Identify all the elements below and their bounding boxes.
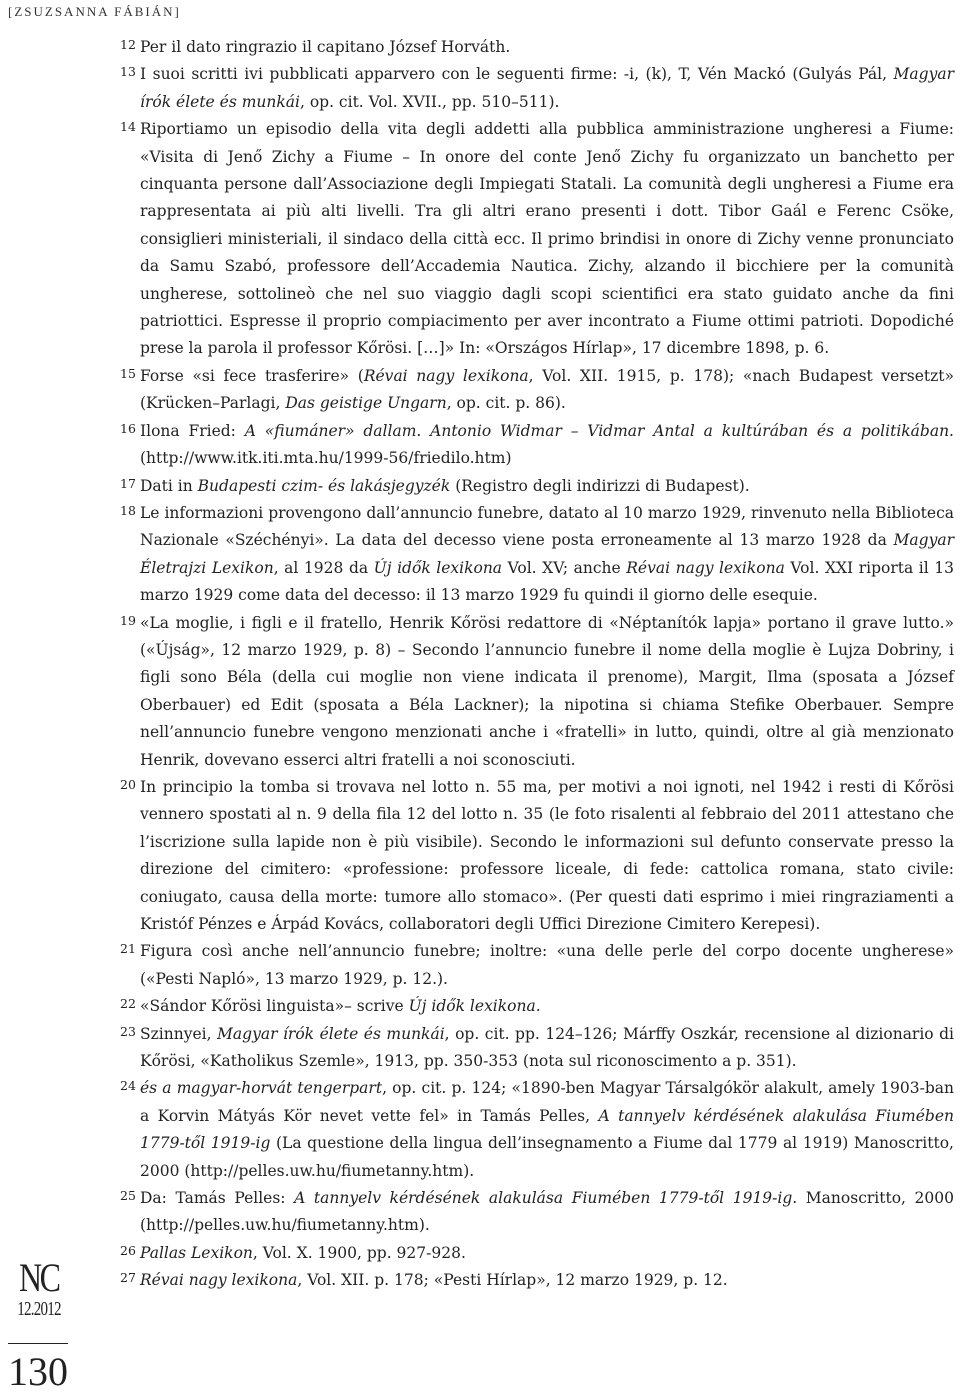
footnote-number: 22 — [120, 996, 136, 1012]
footnote-text: «La moglie, i figli e il fratello, Henrik Kőrösi redattore di «Néptanítók lapja» portano il grave lutto.» («Újság», 12 marzo 1929, p. 8) – Secondo l’annuncio funebre il nome della moglie è Lujza Dobriny, i figli sono Béla (della cui moglie non viene indicata il prenome), Margit, Ilma (sposata a József Oberbauer) ed Edit (sposata a Béla Lackner); la nipotina si chiama Stefike Oberbauer. Sempre nell’annuncio funebre vengono menzionati anche i «fratelli» in lutto, quindi, oltre al già menzionato Henrik, dovevano esserci altri fratelli a noi sconosciuti. — [140, 613, 954, 769]
footnote-text: Riportiamo un episodio della vita degli addetti alla pubblica amministrazione ungheresi a Fiume: «Visita di Jenő Zichy a Fiume – In onore del conte Jenő Zichy fu organizzato un banchetto per cinquanta persone dall’Associazione degli Impiegati Statali. La comunità degli ungheresi a Fiume era rappresentata ai più alti livelli. Tra gli altri erano presenti i dott. Tibor Gaál e Ferenc Csöke, consiglieri ministeriali, il sindaco della città ecc. Il primo brindisi in onore di Zichy venne pronunciato da Samu Szabó, professore dell’Accademia Nautica. Zichy, alzando il bicchiere per la comunità ungherese, sottolineò che nel suo viaggio dagli scopi scientifici era stato guidato anche da fini patriottici. Espresse il proprio compiacimento per aver incontrato a Fiume ottimi patrioti. Dopodiché prese la parola il professor Kőrösi. […]» In: «Országos Hírlap», 17 dicembre 1898, p. 6. — [140, 120, 954, 358]
footnote — [112, 938, 954, 993]
footnote — [112, 1075, 954, 1185]
footnote — [112, 61, 954, 116]
footnote-text: Per il dato ringrazio il capitano József Horváth. — [140, 38, 511, 56]
footnote-number: 13 — [120, 64, 136, 80]
footnote-text: Pallas Lexikon, Vol. X. 1900, pp. 927-928. — [140, 1243, 466, 1262]
footnote — [112, 500, 954, 610]
footnote-text: Szinnyei, Magyar írók élete és munkái, op. cit. pp. 124–126; Márffy Oszkár, recensione al dizionario di Kőrösi, «Katholikus Szemle», 1913, pp. 350-353 (nota sul riconoscimento a p. 351). — [140, 1024, 955, 1071]
footnote — [112, 1185, 954, 1240]
footnote — [112, 363, 954, 418]
footnote-text: «Sándor Kőrösi linguista»– scrive Új idők lexikona. — [140, 997, 541, 1016]
footnote — [112, 1240, 954, 1267]
footnote — [112, 473, 954, 500]
journal-logo — [10, 1255, 68, 1320]
footnote-number: 23 — [120, 1023, 136, 1039]
journal-issue: 12.2012 — [17, 1298, 61, 1320]
footnote — [112, 1267, 954, 1294]
footnote — [112, 34, 954, 61]
footnote-number: 14 — [120, 119, 136, 135]
footnote-number: 21 — [120, 941, 136, 957]
footnote — [112, 116, 954, 363]
footnote-number: 19 — [120, 612, 136, 628]
footnote — [112, 418, 954, 473]
footnote-number: 18 — [120, 502, 136, 518]
footnote-text: I suoi scritti ivi pubblicati apparvero con le seguenti firme: -i, (k), T, Vén Mackó (Gulyás Pál, Magyar írók élete és munkái, op. cit. Vol. XVII., pp. 510–511). — [140, 65, 954, 111]
running-head-author: [ZSUZSANNA FÁBIÁN] — [8, 4, 181, 19]
footnote-number: 17 — [120, 475, 136, 491]
journal-logo-nc: NC — [19, 1255, 59, 1300]
footnote-text: In principio la tomba si trovava nel lotto n. 55 ma, per motivi a noi ignoti, nel 1942 i resti di Kőrösi vennero spostati al n. 9 della fila 12 del lotto n. 35 (le foto risalenti al febbraio del 2011 attestano che l’iscrizione sulla lapide non è più visibile). Secondo le informazioni sul defunto conservate presso la direzione del cimitero: «professione: professore liceale, di fede: cattolica romana, stato civile: coniugato, causa della morte: tumore allo stomaco». (Per questi dati esprimo i miei ringraziamenti a Kristóf Pénzes e Árpád Kovács, collaboratori degli Uffici Direzione Cimitero Kerepesi). — [140, 777, 954, 933]
footnote-number: 20 — [120, 776, 136, 792]
footnote-text: Dati in Budapesti czim- és lakásjegyzék (Registro degli indirizzi di Budapest). — [140, 476, 750, 495]
footnote-text: Le informazioni provengono dall’annuncio funebre, datato al 10 marzo 1929, rinvenuto nella Biblioteca Nazionale «Széchényi». La data del decesso viene posta erroneamente al 13 marzo 1928 da Magyar Életrajzi Lexikon, al 1928 da Új idők lexikona Vol. XV; anche Révai nagy lexikona Vol. XXI riporta il 13 marzo 1929 come data del decesso: il 13 marzo 1929 fu quindi il giorno delle esequie. — [140, 503, 954, 605]
page-number: 130 — [8, 1349, 68, 1394]
footnote-text: Da: Tamás Pelles: A tannyelv kérdésének alakulása Fiumében 1779-től 1919-ig. Manoscritto, 2000 (http://pelles.uw.hu/fiumetanny.htm). — [140, 1189, 954, 1235]
footnote-text: Forse «si fece trasferire» (Révai nagy lexikona, Vol. XII. 1915, p. 178); «nach Budapest versetzt» (Krücken–Parlagi, Das geistige Ungarn, op. cit. p. 86). — [140, 366, 954, 413]
footnote-number: 24 — [120, 1078, 136, 1094]
footnote — [112, 610, 954, 774]
footnote-number: 16 — [120, 420, 136, 436]
footnote-number: 15 — [120, 365, 136, 381]
footnote — [112, 774, 954, 938]
footnote-number: 26 — [120, 1242, 136, 1258]
footnote-text: Figura così anche nell’annuncio funebre; inoltre: «una delle perle del corpo docente ungherese» («Pesti Napló», 13 marzo 1929, p. 12.). — [140, 942, 954, 988]
footnotes-list — [112, 34, 954, 1295]
sidebar-divider — [8, 1343, 68, 1344]
footnote-text: Révai nagy lexikona, Vol. XII. p. 178; «Pesti Hírlap», 12 marzo 1929, p. 12. — [140, 1271, 728, 1290]
footnote-text: és a magyar-horvát tengerpart, op. cit. p. 124; «1890-ben Magyar Társalgókör alakult, amely 1903-ban a Korvin Mátyás Kör nevet vette fel» in Tamás Pelles, A tannyelv kérdésének alakulása Fiumében 1779-től 1919-ig (La questione della lingua dell’insegnamento a Fiume dal 1779 al 1919) Manoscritto, 2000 (http://pelles.uw.hu/fiumetanny.htm). — [140, 1079, 955, 1180]
footnote — [112, 993, 954, 1020]
footnote-text: Ilona Fried: A «fiumáner» dallam. Antonio Widmar – Vidmar Antal a kultúrában és a politikában. (http://www.itk.iti.mta.hu/1999-56/friedilo.htm) — [140, 421, 954, 468]
footnote-number: 27 — [120, 1270, 136, 1286]
footnote-number: 12 — [120, 37, 136, 52]
footnote-number: 25 — [120, 1188, 136, 1204]
footnote — [112, 1021, 954, 1076]
